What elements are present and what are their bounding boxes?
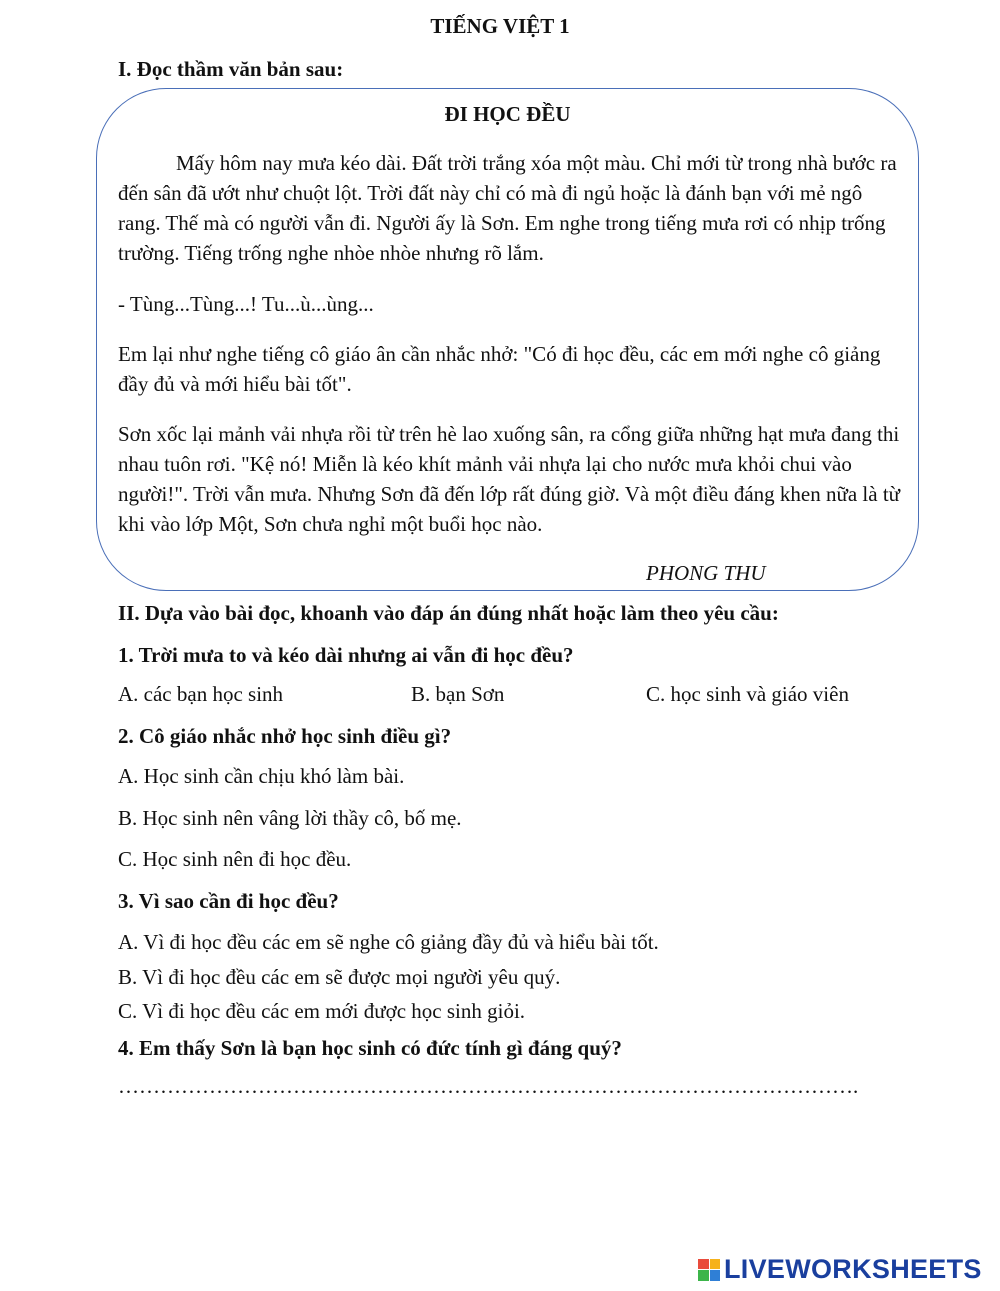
q2-option-a[interactable]: A. Học sinh cần chịu khó làm bài. <box>118 764 405 788</box>
logo-text: LIVEWORKSHEETS <box>724 1254 982 1284</box>
section2-heading: II. Dựa vào bài đọc, khoanh vào đáp án đúng nhất hoặc làm theo yêu cầu: <box>118 601 779 625</box>
q3-option-a[interactable]: A. Vì đi học đều các em sẽ nghe cô giảng đầy đủ và hiểu bài tốt. <box>118 930 659 954</box>
passage-author: PHONG THU <box>646 561 766 585</box>
passage-paragraph-3: Em lại như nghe tiếng cô giáo ân cần nhắc nhở: "Có đi học đều, các em mới nghe cô giảng đầy đủ và mới hiểu bài tốt". <box>118 342 881 396</box>
q4-answer-line[interactable]: ……………………………………………………………………………………………. <box>118 1074 859 1098</box>
question-2: 2. Cô giáo nhắc nhở học sinh điều gì? <box>118 724 452 748</box>
question-4: 4. Em thấy Sơn là bạn học sinh có đức tính gì đáng quý? <box>118 1036 622 1060</box>
q3-option-c[interactable]: C. Vì đi học đều các em mới được học sinh giỏi. <box>118 999 526 1023</box>
q2-option-c[interactable]: C. Học sinh nên đi học đều. <box>118 847 352 871</box>
liveworksheets-logo-icon <box>698 1259 720 1281</box>
passage-title: ĐI HỌC ĐỀU <box>444 102 571 126</box>
q1-option-a[interactable]: A. các bạn học sinh <box>118 682 284 706</box>
liveworksheets-logo <box>698 1254 982 1285</box>
q1-option-c[interactable]: C. học sinh và giáo viên <box>646 682 849 706</box>
question-1: 1. Trời mưa to và kéo dài nhưng ai vẫn đi học đều? <box>118 643 574 667</box>
passage-paragraph-4: Sơn xốc lại mảnh vải nhựa rồi từ trên hè lao xuống sân, ra cổng giữa những hạt mưa đang thi nhau tuôn rơi. "Kệ nó! Miễn là kéo khít mảnh vải nhựa lại cho nước mưa khỏi chui vào người!". Trời vẫn mưa. Nhưng Sơn đã đến lớp rất đúng giờ. Và một điều đáng khen nữa là từ khi vào lớp Một, Sơn chưa nghỉ một buổi học nào. <box>118 422 901 536</box>
passage-paragraph-1: Mấy hôm nay mưa kéo dài. Đất trời trắng xóa một màu. Chỉ mới từ trong nhà bước ra đến sân đã ướt như chuột lột. Trời đất này chỉ có mà đi ngủ hoặc là đánh bạn với mẻ ngô rang. Thế mà có người vẫn đi. Người ấy là Sơn. Em nghe trong tiếng mưa rơi có nhịp trống trường. Tiếng trống nghe nhòe nhòe nhưng rõ lắm. <box>118 151 897 265</box>
q1-option-b[interactable]: B. bạn Sơn <box>411 682 505 706</box>
passage-paragraph-2: - Tùng...Tùng...! Tu...ù...ùng... <box>118 292 374 316</box>
q2-option-b[interactable]: B. Học sinh nên vâng lời thầy cô, bố mẹ. <box>118 806 462 830</box>
q3-option-b[interactable]: B. Vì đi học đều các em sẽ được mọi người yêu quý. <box>118 965 561 989</box>
worksheet-title: TIẾNG VIỆT 1 <box>430 14 570 38</box>
section1-heading: I. Đọc thầm văn bản sau: <box>118 57 344 81</box>
question-3: 3. Vì sao cần đi học đều? <box>118 889 339 913</box>
